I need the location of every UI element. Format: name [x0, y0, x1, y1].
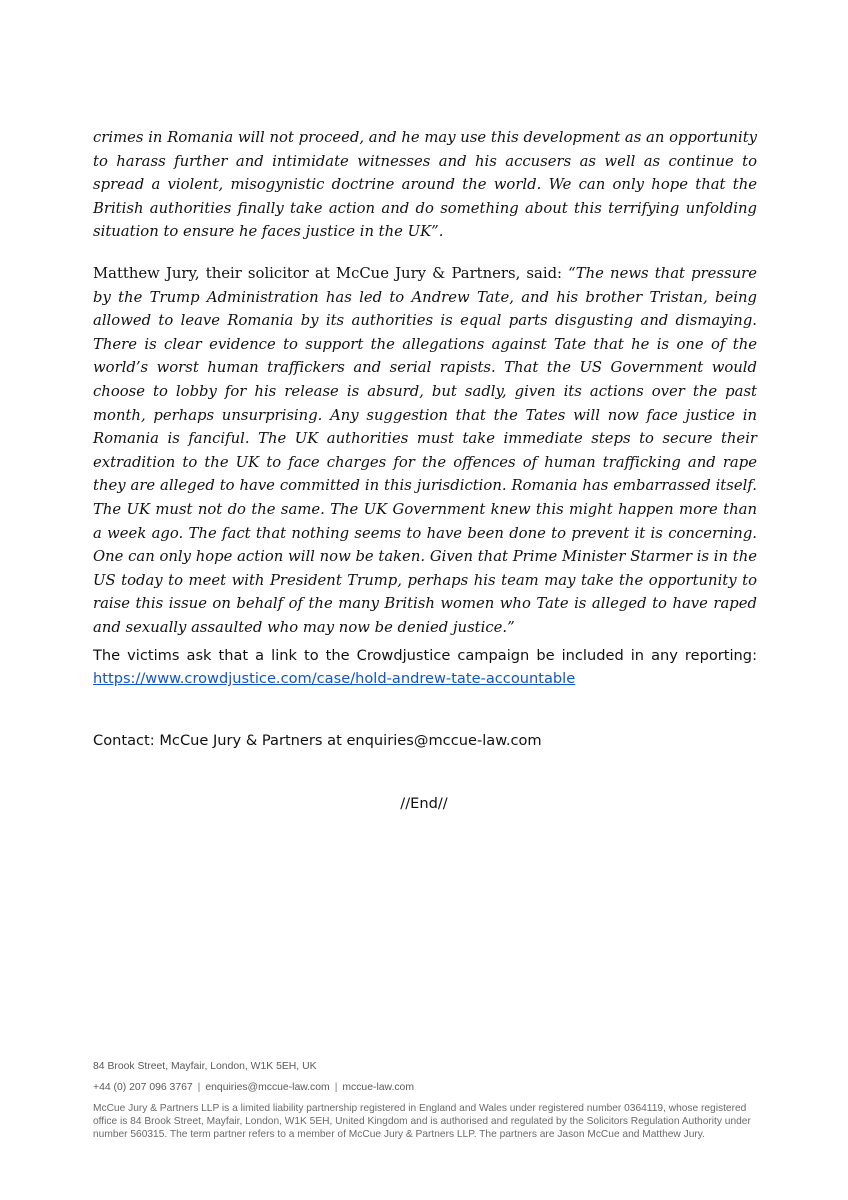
solicitor-statement	[93, 262, 757, 640]
letterhead-footer	[93, 1060, 757, 1141]
footer-separator: |	[197, 1081, 201, 1093]
footer-website: mccue-law.com	[342, 1081, 414, 1093]
quote-paragraph-continued	[93, 126, 757, 244]
solicitor-quote: “The news that pressure by the Trump Administration has led to Andrew Tate, and his brother Tristan, being allowed to leave Romania by its authorities is equal parts disgusting and dismaying. There is clear evidence to support the allegations against Tate that he is one of the world’s worst human traffickers and serial rapists. That the US Government would choose to lobby for his release is absurd, but sadly, given its actions over the past month, perhaps unsurprising. Any suggestion that the Tates will now face justice in Romania is fanciful. The UK authorities must take immediate steps to secure their extradition to the UK to face charges for the offences of human trafficking and rape they are alleged to have committed in this jurisdiction. Romania has embarrassed itself. The UK must not do the same. The UK Government knew this might happen more than a week ago. The fact that nothing seems to have been done to prevent it is concerning. One can only hope action will now be taken. Given that Prime Minister Starmer is in the US today to meet with President Trump, perhaps his team may take the opportunity to raise this issue on behalf of the many British women who Tate is alleged to have raped and sexually assaulted who may now be denied justice.”	[93, 265, 757, 636]
victims-request-paragraph	[93, 644, 757, 690]
footer-legal-notice: McCue Jury & Partners LLP is a limited liability partnership registered in England and Wales under registered number 0364119, whose registered office is 84 Brook Street, Mayfair, London, W1K 5EH, United Kingdom and is authorised and regulated by the Solicitors Regulation Authority under number 560315. The term partner refers to a member of McCue Jury & Partners LLP. The partners are Jason McCue and Matthew Jury.	[93, 1102, 751, 1140]
footer-phone: +44 (0) 207 096 3767	[93, 1081, 193, 1093]
footer-contact-row	[93, 1081, 757, 1095]
solicitor-statement-paragraph	[93, 262, 757, 640]
footer-email: enquiries@mccue-law.com	[205, 1081, 330, 1093]
solicitor-intro: Matthew Jury, their solicitor at McCue Jury & Partners, said:	[93, 265, 569, 282]
crowdjustice-link[interactable]: https://www.crowdjustice.com/case/hold-andrew-tate-accountable	[93, 670, 576, 687]
end-marker: //End//	[400, 795, 448, 812]
contact-line: Contact: McCue Jury & Partners at enquiries@mccue-law.com	[93, 732, 542, 749]
footer-separator: |	[334, 1081, 338, 1093]
victims-quote-text: crimes in Romania will not proceed, and he may use this development as an opportunity to harass further and intimidate witnesses and his accusers as well as continue to spread a violent, misogynistic doctrine around the world. We can only hope that the British authorities finally take action and do something about this terrifying unfolding situation to ensure he faces justice in the UK”.	[93, 129, 757, 241]
victims-request-text: The victims ask that a link to the Crowdjustice campaign be included in any reporting:	[93, 647, 757, 664]
footer-address: 84 Brook Street, Mayfair, London, W1K 5EH, UK	[93, 1061, 317, 1072]
